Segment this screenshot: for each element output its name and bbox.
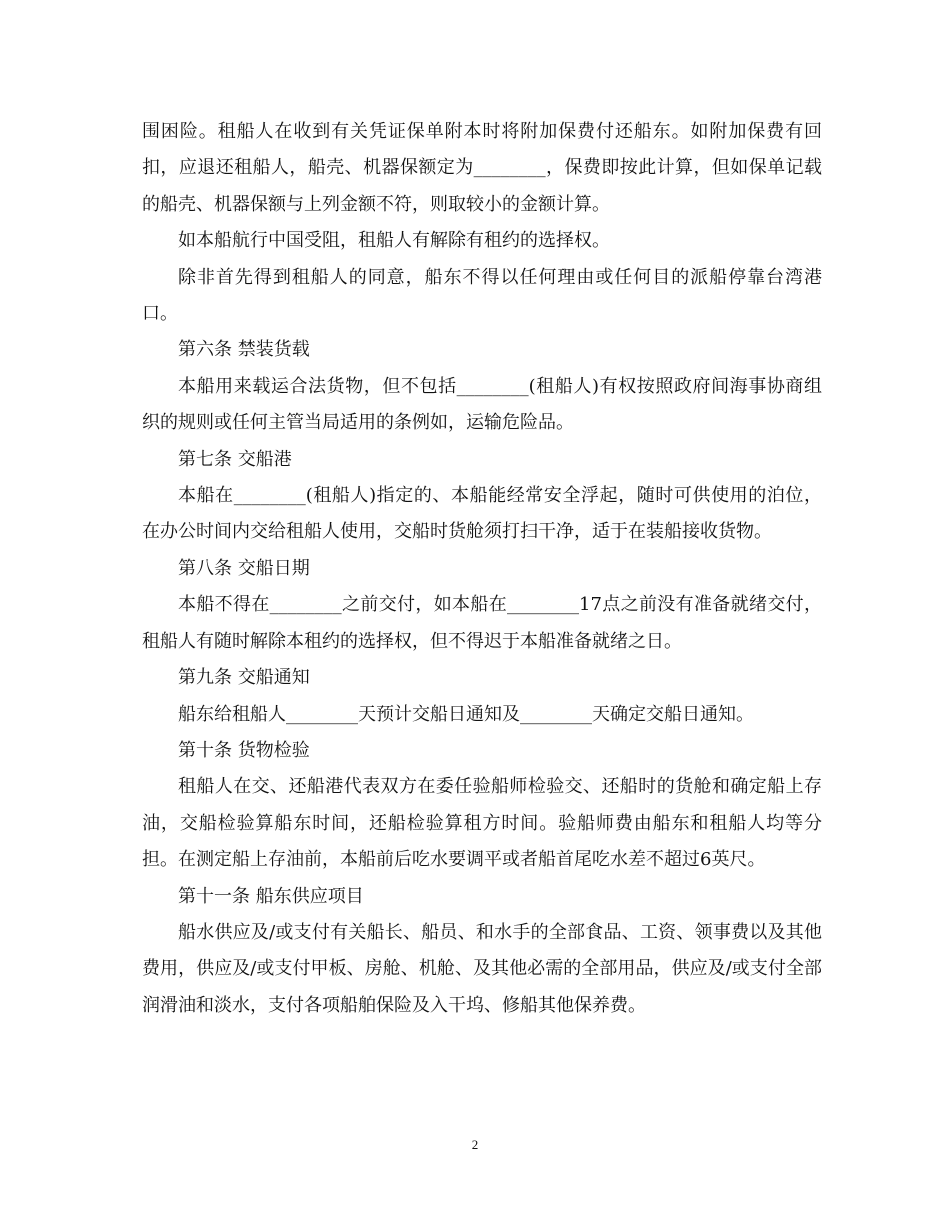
document-body bbox=[142, 114, 822, 1024]
paragraph-article-10: 租船人在交、还船港代表双方在委任验船师检验交、还船时的货舱和确定船上存油，交船检验算船东时间，还船检验算租方时间。验船师费由船东和租船人均等分担。在测定船上存油前，本船前后吃水要调平或者船首尾吃水差不超过6英尺。 bbox=[142, 776, 822, 871]
paragraph-article-11: 船水供应及/或支付有关船长、船员、和水手的全部食品、工资、领事费以及其他费用，供应及/或支付甲板、房舱、机舱、及其他必需的全部用品，供应及/或支付全部润滑油和淡水，支付各项船舶保险及入干坞、修船其他保养费。 bbox=[142, 921, 822, 1016]
heading-article-7: 第七条 交船港 bbox=[178, 448, 292, 470]
heading-article-10: 第十条 货物检验 bbox=[178, 739, 310, 761]
paragraph-china-navigation: 如本船航行中国受阻，租船人有解除有租约的选择权。 bbox=[178, 230, 610, 252]
heading-article-8: 第八条 交船日期 bbox=[178, 557, 310, 579]
paragraph-article-8: 本船不得在________之前交付，如本船在________17点之前没有准备就绪交付，租船人有随时解除本租约的选择权，但不得迟于本船准备就绪之日。 bbox=[142, 594, 822, 652]
paragraph-article-7: 本船在________(租船人)指定的、本船能经常安全浮起，随时可供使用的泊位，在办公时间内交给租船人使用，交船时货舱须打扫干净，适于在装船接收货物。 bbox=[142, 485, 822, 543]
paragraph-article-9: 船东给租船人________天预计交船日通知及________天确定交船日通知。 bbox=[178, 703, 754, 725]
paragraph-insurance-continued: 围困险。租船人在收到有关凭证保单附本时将附加保费付还船东。如附加保费有回扣，应退还租船人，船壳、机器保额定为________，保费即按此计算，但如保单记载的船壳、机器保额与上列金额不符，则取较小的金额计算。 bbox=[142, 121, 822, 215]
heading-article-11: 第十一条 船东供应项目 bbox=[178, 885, 364, 907]
paragraph-taiwan-ports: 除非首先得到租船人的同意，船东不得以任何理由或任何目的派船停靠台湾港口。 bbox=[142, 266, 822, 325]
page-number: 2 bbox=[471, 1137, 479, 1152]
paragraph-article-6: 本船用来载运合法货物，但不包括________(租船人)有权按照政府间海事协商组织的规则或任何主管当局适用的条例如，运输危险品。 bbox=[142, 375, 822, 434]
heading-article-6: 第六条 禁装货载 bbox=[178, 339, 310, 361]
heading-article-9: 第九条 交船通知 bbox=[178, 667, 310, 689]
